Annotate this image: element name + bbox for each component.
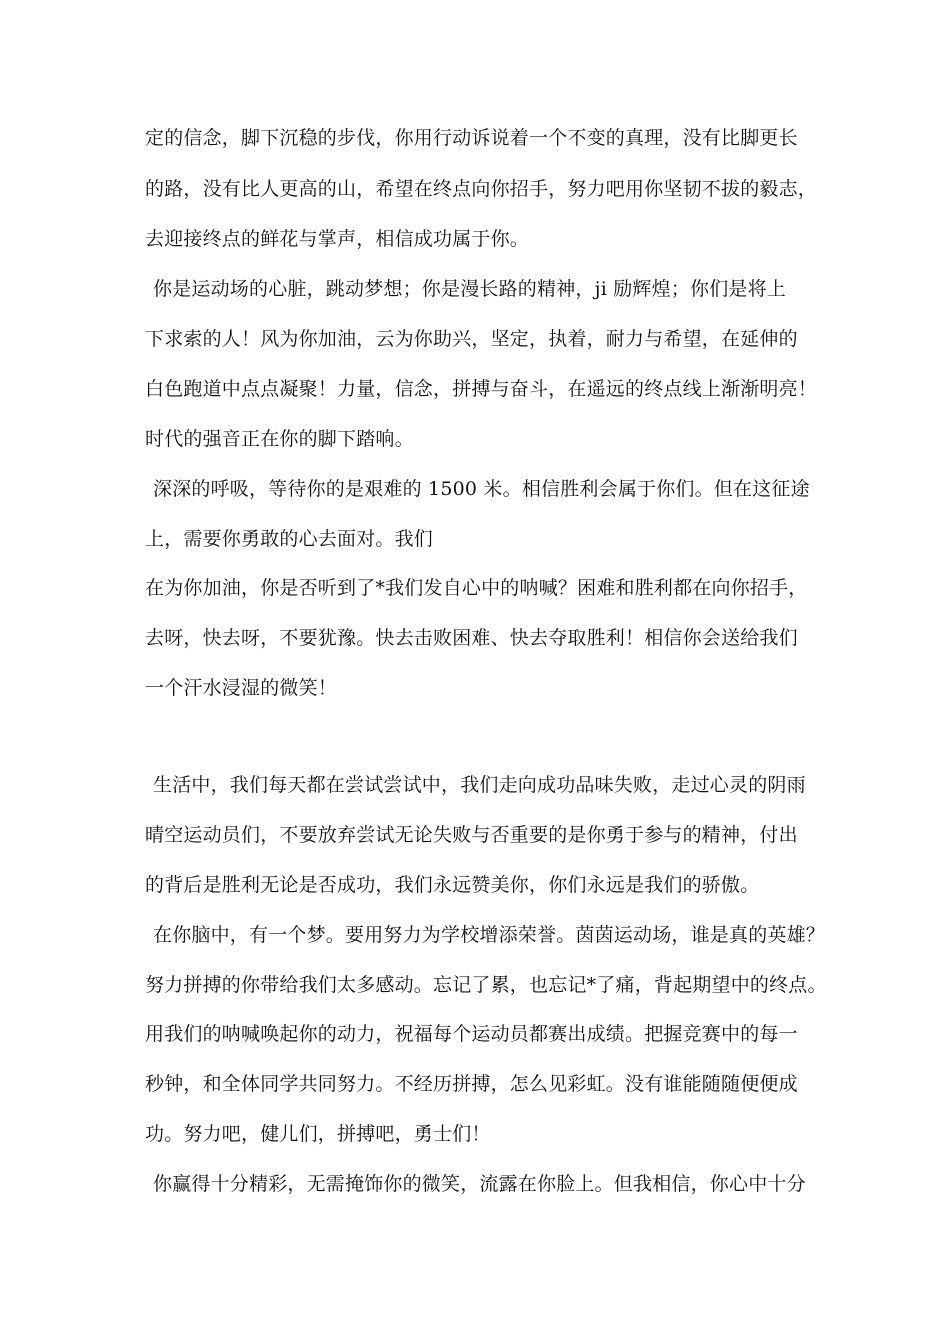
- text-line: 深深的呼吸，等待你的是艰难的 1500 米。相信胜利会属于你们。但在这征途: [153, 478, 810, 500]
- text-line: 上，需要你勇敢的心去面对。我们: [145, 528, 434, 550]
- text-line: 去呀，快去呀，不要犹豫。快去击败困难、快去夺取胜利！相信你会送给我们: [145, 627, 798, 649]
- text-line: 在为你加油，你是否听到了*我们发自心中的呐喊？困难和胜利都在向你招手，: [145, 577, 808, 599]
- text-line: 一个汗水浸湿的微笑！: [145, 677, 338, 699]
- text-line: 白色跑道中点点凝聚！力量，信念，拼搏与奋斗，在遥远的终点线上渐渐明亮！: [145, 378, 818, 400]
- text-line: 的背后是胜利无论是否成功，我们永远赞美你，你们永远是我们的骄傲。: [145, 874, 760, 896]
- text-line: 的路，没有比人更高的山，希望在终点向你招手，努力吧用你坚韧不拔的毅志，: [145, 178, 818, 200]
- text-line: 下求索的人！风为你加油，云为你助兴，坚定，执着，耐力与希望，在延伸的: [145, 328, 798, 350]
- text-line: 秒钟，和全体同学共同努力。不经历拼搏，怎么见彩虹。没有谁能随随便便成: [145, 1073, 798, 1095]
- text-line: 定的信念，脚下沉稳的步伐，你用行动诉说着一个不变的真理，没有比脚更长: [145, 127, 798, 149]
- text-line: 努力拼搏的你带给我们太多感动。忘记了累，也忘记*了痛，背起期望中的终点。: [145, 974, 827, 996]
- text-line: 你是运动场的心脏，跳动梦想；你是漫长路的精神，ji 励辉煌；你们是将上: [153, 278, 787, 300]
- text-line: 你赢得十分精彩，无需掩饰你的微笑，流露在你脸上。但我相信，你心中十分: [153, 1173, 806, 1195]
- text-line: 时代的强音正在你的脚下踏响。: [145, 428, 414, 450]
- text-line: 生活中，我们每天都在尝试尝试中，我们走向成功品味失败，走过心灵的阴雨: [153, 774, 806, 796]
- text-line: 去迎接终点的鲜花与掌声，相信成功属于你。: [145, 228, 530, 250]
- text-line: 功。努力吧，健儿们，拼搏吧，勇士们！: [145, 1123, 491, 1145]
- text-line: 在你脑中，有一个梦。要用努力为学校增添荣誉。茵茵运动场，谁是真的英雄？: [153, 924, 826, 946]
- text-line: 用我们的呐喊唤起你的动力，祝福每个运动员都赛出成绩。把握竞赛中的每一: [145, 1023, 798, 1045]
- text-line: 晴空运动员们，不要放弃尝试无论失败与否重要的是你勇于参与的精神，付出: [145, 824, 798, 846]
